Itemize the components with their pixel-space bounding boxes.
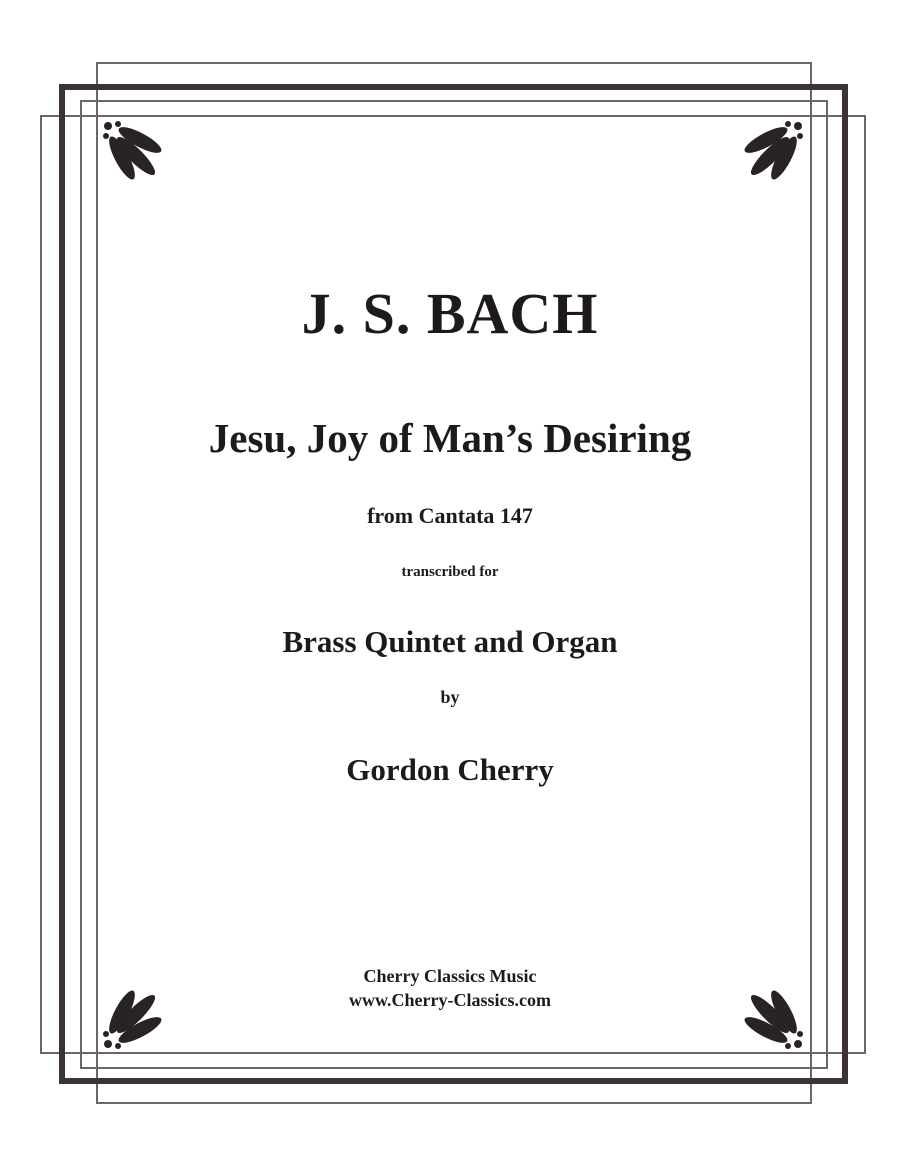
corner-ornament-top-left-icon	[100, 118, 172, 190]
composer-name: J. S. BACH	[301, 281, 599, 346]
corner-ornament-top-right-icon	[734, 118, 806, 190]
arranger-name: Gordon Cherry	[346, 752, 554, 787]
transcribed-label: transcribed for	[401, 564, 499, 580]
publisher-website: www.Cherry-Classics.com	[349, 990, 551, 1010]
by-label: by	[440, 687, 460, 707]
source-work: from Cantata 147	[367, 503, 533, 528]
piece-title: Jesu, Joy of Man’s Desiring	[208, 415, 692, 461]
inner-border-frame	[80, 100, 828, 1069]
publisher-name: Cherry Classics Music	[363, 966, 537, 986]
ensemble-name: Brass Quintet and Organ	[282, 624, 618, 659]
